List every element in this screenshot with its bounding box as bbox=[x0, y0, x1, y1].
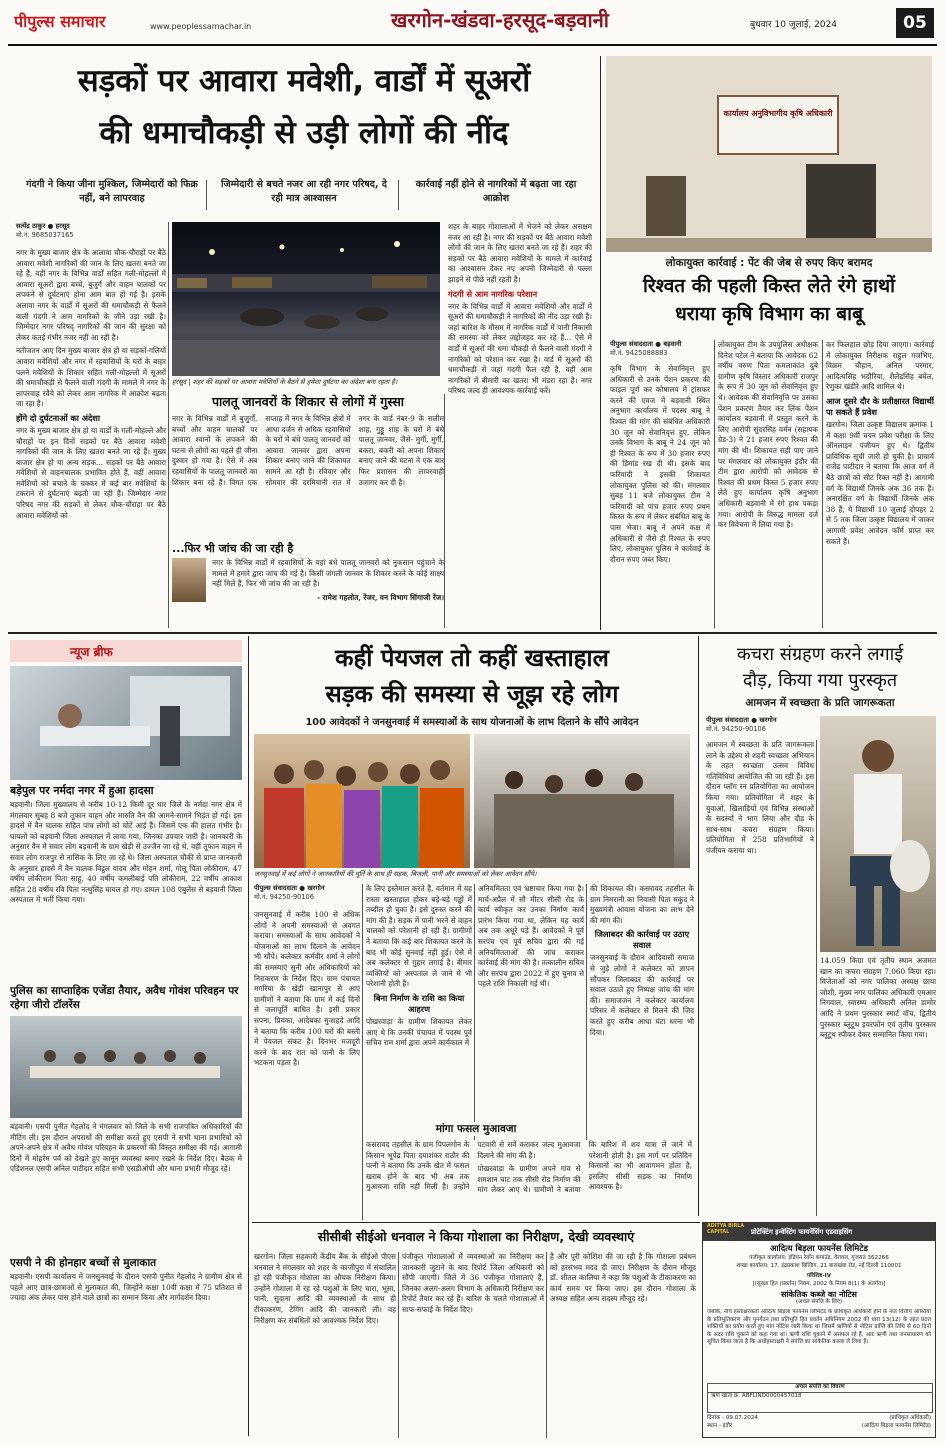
story1-byline: सत्येंद्र ठाकुर ● हरसूद मो.नं. 9685037165 bbox=[16, 222, 74, 239]
jansunwai-crowd-photo-1 bbox=[254, 734, 470, 868]
edition-date: बुधवार 10 जुलाई, 2024 bbox=[750, 20, 838, 30]
story3-column-3: अनियमितता एवं भ्रष्टाचार किया गया है। मार्च-अप्रैल में सौ मीटर सीसी रोड के कार्य स्वीकृत कर उनका निर्माण कार्य प्रारंभ किया गया था, लेकिन यह कार्य अब तक अधूरे पड़े हैं। आवेदकों ने पूर्व सरपंच एवं पूर्व सचिव द्वारा की गई अनियमितताओं की जांच कराकर कार्रवाई की मांग की है। तत्कालीन सचिव और सरपंच द्वारा 2022 में हुए चुनाव से पहले राशि निकाली गई थी। bbox=[478, 884, 584, 989]
agriculture-office-photo bbox=[606, 56, 932, 252]
story2-byline: पीपुल्स संवाददाता ● बड़वानी मो.नं. 9425088883 bbox=[610, 340, 682, 357]
brief-1-text: बड़वानी। जिला मुख्यालय से करीब 10-12 किमी दूर धार जिले के नर्मदा नगर क्षेत्र में मंगलवार सुबह 8 बजे तूफान वाहन और मारुति वैन की आमने-सामने भिड़ंत हो गई। इस हादसे में वैन चालक सहित पांच लोगों को चोटें आई हैं। जिसमें एक की हालत गंभीर है। घायलों को बड़वानी जिला अस्पताल में लाया गया, जिनका उपचार जारी है। जानकारी के अनुसार वैन में सवार लोग बड़वानी के ग्राम खेड़ी से उज्जैन जा रहे थे, वहीं तूफान वाहन में सवार लोग राजपुर से नासिक के लिए जा रहे थे। जिला अस्पताल चौकी से प्राप्त जानकारी के अनुसार हादसे में वैन चालक विट्ठल यादव और मोहन शर्मा, गोलू पिता लोकीराम, 47 वर्षीय लोकीराम पिता साहू, 40 वर्षीय कमलीबाई पति लोकीराम, 22 वर्षीय आकाश सहित 28 वर्षीय रवि पिता नत्थुसिंह घायल हो गए। डायल 108 एंबुलेंस से बड़वानी जिला अस्पताल में भर्ती किया गया। bbox=[10, 800, 242, 905]
story4-column-2: 14.059 किग्रा एवं तृतीय स्थान अजमत खान का कचरा संग्रहण 7.060 किग्रा रहा। विजेताओं को नगर पालिका अध्यक्ष छाया जोशी, मुख्य नगर पालिका अधिकारी एमआर निगवाल, स्वास्थ्य अधिकारी अनिल डामोर आदि ने प्रथम पुरस्कार स्मार्ट वॉच, द्वितीय पुरस्कार ब्लूटूथ इयरफोन एवं तृतीय पुरस्कार ब्लूटूथ स्पीकर देकर सम्मानित किया गया। bbox=[820, 956, 936, 1040]
story3-byline: पीपुल्स संवाददाता ● खरगोन मो.नं. 94250-90106 bbox=[254, 884, 325, 901]
ad-company-name: आदित्य बिड़ला फायनेंस लिमिटेड bbox=[769, 1243, 868, 1253]
ad-banner-text: प्रोटेक्टिंग इन्वेस्टिंग फायनेंसिंग एडवाइसिंग bbox=[751, 1228, 853, 1236]
story5-column-3: है और पूरी कोशिश की जा रही है कि गोशाला प्रबंधन को हरसंभव मदद दी जाए। निरीक्षण के दौरान मौजूद डॉ. शीतल कालिया ने कहा कि पशुओं के टीकाकरण का कार्य समय पर किया जाए। इस दौरान गोशाला के अध्यक्ष सहित अन्य सदस्य मौजूद रहे। bbox=[550, 1252, 696, 1304]
crop-compensation-subhead: मांगा फसल मुआवजा bbox=[366, 1122, 586, 1136]
ad-date: दिनांक - 09.07.2024 bbox=[707, 1415, 758, 1421]
brief-2-headline: पुलिस का साप्ताहिक एजेंडा तैयार, अवैध गोवंश परिवहन पर रहेगा जीरो टॉलरेंस bbox=[10, 985, 239, 1011]
ad-office-address: पंजीकृत कार्यालय: इंडियन रेयॉन कंपाउंड, वेरावल, गुजरात 362266 bbox=[749, 1255, 889, 1261]
story3-column-1: जनसुनवाई में करीब 100 से अधिक लोगों ने अपनी समस्याओं से अवगत कराया। समस्याओं के साथ आवेदकों ने योजनाओं का लाभ दिलाने के आवेदन भी सौंपे। कलेक्टर कर्मवीर शर्मा ने लोगों की समस्याएं सुनी और अधिकारियों को निराकरण के निर्देश दिए। ग्राम पंचायत मगरिया के खेड़ी खानापुर से आए ग्रामीणों ने बताया कि ग्राम में कई दिनों से जलापूर्ति बाधित है। इसी प्रकार सपना, प्रियंका, आदेबका मुजाहदे आदि ने बताया कि करीब 100 घरों की बस्ती में पेयजल संकट है। दिनभर मजदूरी करने के बाद रात को पानी के लिए भटकना पड़ता है। bbox=[254, 910, 360, 1068]
website-url[interactable]: www.peoplessamachar.in bbox=[150, 22, 252, 31]
story1-photo-caption: हरसूद | शहर की सड़कों पर आवारा मवेशियों के बैठने से हमेशा दुर्घटना का अंदेशा बना रहता है। bbox=[172, 378, 398, 386]
brief-3-text: बड़वानी। एसपी कार्यालय में जनसुनवाई के दौरान एसपी पुनीत गेहलोद ने ग्रामीण क्षेत्र से पहले आए छात्र-छात्राओं से मुलाकात की, जिन्होंने कक्षा 10वीं कक्षा में 75 प्रतिशत से ज्यादा अंक लेकर पास होने वाले छात्रों का सम्मान किया और मार्गदर्शन दिया। bbox=[10, 1272, 242, 1303]
accident-hospital-photo bbox=[10, 666, 242, 780]
story1-deck-3: कार्रवाई नहीं होने से नागरिकों में बढ़ता जा रहा आक्रोश bbox=[415, 179, 577, 204]
story1-night-street-photo bbox=[172, 222, 440, 376]
masthead bbox=[0, 0, 945, 44]
pets-headline: पालतू जानवरों के शिकार से लोगों में गुस्सा bbox=[211, 394, 405, 409]
story2-kicker: लोकायुक्त कार्रवाई : पेंट की जेब से रुपए किए बरामद bbox=[665, 257, 873, 269]
ad-branch-address: शाखा कार्यालय: 17, इंद्रप्रकाश बिल्डिंग, 21 बाराखंबा रोड, नई दिल्ली 110001 bbox=[736, 1263, 902, 1269]
story4-byline: पीपुल्स संवाददाता ● खरगोन मो.नं. 94250-90106 bbox=[706, 716, 777, 733]
story4-column-1: आमजन में स्वच्छता के प्रति जागरूकता लाने के उद्देश्य से शहरी स्वच्छता अभियान के तहत स्वच्छता उत्सव विविध गतिविधियां आयोजित की जा रही हैं। इस दौरान प्लॉग रन प्रतियोगिता का आयोजन किया गया। प्रतियोगिता में शहर के युवाओं, खिलाड़ियों एवं विभिन्न संस्थाओं के सदस्यों ने भाग लिया और दौड़ के साथ-साथ कचरा संग्रहण किया। प्रतियोगिता में 258 प्रतिभागियों ने पंजीयन कराया था। bbox=[706, 740, 814, 855]
crowd-graphic-1 bbox=[254, 734, 470, 868]
plog-run-participant-photo bbox=[820, 716, 936, 952]
story4-kicker: आमजन में स्वच्छता के प्रति जागरूकता bbox=[745, 697, 895, 709]
ad-appendix: परिशिष्ट-IV bbox=[806, 1273, 832, 1279]
story3-column-4: की शिकायत की। कसरावद तहसील के ग्राम निमरानी का निवासी पिता मकुंद ने मुख्यमंत्री आवास योजना का लाभ देने की मांग की। जिलाबदर की कार्रवाई पर उठाए सवाल जनसुनवाई के दौरान आदिवासी समाज से जुड़े लोगों ने कलेक्टर को ज्ञापन सौंपकर जिलाबदर की कार्रवाई पर सवाल उठाते हुए निष्पक्ष जांच की मांग की। समाजजन ने कलेक्टर कार्यालय परिसर में कलेक्टर से मिलने की जिद करते हुए करीब आधा घंटा धरना भी दिया। bbox=[590, 884, 694, 1037]
night-scene-graphic bbox=[172, 222, 440, 376]
story1-column-4: शहर के बाहर गोशालाओं में भेजने को लेकर असक्षम नजर आ रही है। नगर की सड़कों पर बैठे आवारा मवेशी लोगों की जान के लिए खतरा बनते जा रहे हैं। शहर की सड़कों पर बैठे आवारा मवेशियों के मामले में कार्रवाई का आश्वासन देकर नए अपनी जिम्मेदारी से पल्ला झाड़ने से पीछे नहीं रहती है। गंदगी से आम नागरिक परेशान नगर के विभिन्न वार्डों में आवारा मवेशियों और वार्डों में सूअरों की धमाचौकड़ी ने नागरिकों की नींद उड़ा रखी है। जहां बारिश के मौसम में नागरिक वार्डों में पानी निकासी की समस्या को लेकर जद्दोजहद कर रहे हैं... ऐसे में वार्डों में सूअरों की धमा चौकड़ी से फैलने वाली गंदगी ने नागरिकों को परेशान कर रखा है। वार्ड में सूअरों की धमाचौकड़ी से जहां गंदगी फैल रही है, वहीं आम नागरिकों में बीमारी का खतरा भी मंडरा रहा है। नगर परिषद जल्द ही आवश्यक कार्रवाई करें। bbox=[448, 222, 592, 396]
story2-column-1: कृषि विभाग के सेवानिवृत्त हुए अधिकारी से उनके पेंशन प्रकरण की फाइल पूर्ण कर कोषालय में ट्रांसफर करने की एवज में बड़वानी स्थित अनुभाग कार्यालय में पदस्थ बाबू ने रिश्वत की मांग की संबंधित अधिकारी 30 जून को सेवानिवृत्त हुए, लेकिन उनके विभाग के बाबू ने 24 जून को ही रिश्वत के रूप में 30 हजार रुपए की डिमांड रख दी थी। इसके बाद फरियादी ने इसकी शिकायत लोकायुक्त पुलिस को की। मंगलवार सुबह 11 बजे लोकायुक्त टीम ने फरियादी को पांच हजार रुपए प्रथम किस्त के रूप में लेकर संबंधित बाबू के पास भेजा। बाबू ने अपने कक्ष में अधिकारी से जैसे ही रिश्वत के रुपए लिए, लोकायुक्त पुलिस ने कार्रवाई के दौरान रुपए जब्त किए। bbox=[610, 364, 710, 564]
ad-brand-logo: ADITYA BIRLA CAPITAL bbox=[707, 1224, 745, 1235]
crowd-graphic-2 bbox=[474, 734, 690, 868]
office-building-graphic bbox=[606, 56, 932, 252]
inquiry-box: ...फिर भी जांच की जा रही है नगर के विभिन्न वार्डों में रहवासियों के यहां बंधे पालतू जानवरों को नुकसान पहुंचाने के मामले में हमारे द्वारा जांच की गई है। किसी जंगली जानवर के शिकार करने के कोई साक्ष्य नहीं मिले हैं, फिर भी जांच की जा रही है। - रामेश गहलोत, रेंजर, वन विभाग सिंगाजी रेंज। bbox=[172, 542, 444, 602]
brief-2-text: बड़वानी। एसपी पुनीत गेहलोद ने मंगलवार को जिले के सभी राजपत्रित अधिकारियों की मीटिंग ली। इस दौरान अपराधों की समीक्षा करते हुए एसपी ने सभी थाना प्रभारियों को अपने-अपने क्षेत्र में अवैध गोवंश परिवहन के प्रकरणों की विस्तृत समीक्षा की गई। आगामी दिनों में मोहर्रम पर्व को देखते हुए कानून व्यवस्था बनाए रखने के निर्देश दिए। बैठक में एडिशनल एसपी अनिल पाटीदार सहित सभी एसडीओपी और थाना प्रभारी मौजूद रहे। bbox=[10, 1122, 242, 1174]
brief-1-headline: बड़ेपुल पर नर्मदा नगर में हुआ हादसा bbox=[10, 784, 154, 797]
story3-photo-caption: जनसुनवाई में कई लोगों ने जानकारियों की पूर्ति के साथ ही सड़क, बिजली, पानी और समस्याओं को लेकर आवेदन सौंपे। bbox=[254, 870, 537, 878]
story5-column-2: पंजीकृत गोशालाओं में व्यवस्थाओं का निरीक्षण कर जानकारी जुटाने के बाद रिपोर्ट जिला अधिकारी को सौंपी जाएगी। जिले में 36 पंजीकृत गोशालाएं हैं, जिनका अलग-अलग विभाग के अधिकारी निरीक्षण कर रिपोर्ट तैयार कर रहे हैं। बारिश के चलते गोशालाओं में साफ-सफाई के निर्देश दिए। bbox=[402, 1252, 544, 1314]
story4-headline: कचरा संग्रहण करने लगाई दौड़, किया गया पुरस्कृत bbox=[736, 644, 904, 691]
ranger-portrait-photo bbox=[172, 558, 206, 602]
crop-compensation-text: कसरावद तहसील के ग्राम पिपलगोन के किसान भूपेंद्र पिता दयाशंकर राठौर की पत्नी ने बताया कि उनके खेत में फसल खराब होने के बाद भी अब तक मुआवजा राशि नहीं मिली है। उन्होंने पटवारी से सर्वे कराकर जल्द मुआवजा दिलाने की मांग की है। पोखरवाड़ा के ग्रामीण अपने गांव से शमशान घाट तक सीसी रोड निर्माण की मांग लेकर आए थे। ग्रामीणों ने बताया कि बारिश में शव यात्रा ले जाने में परेशानी होती है। इस मार्ग पर प्रतिदिन किसानों का भी आवागमन होता है, इसलिए सीसी सड़क का निर्माण आवश्यक है। bbox=[366, 1140, 692, 1240]
masthead-rule bbox=[8, 44, 937, 46]
jansunwai-crowd-photo-2 bbox=[474, 734, 690, 868]
story1-deck-2: जिम्मेदारी से बचते नजर आ रही नगर परिषद, दे रही मात्र आश्वासन bbox=[220, 179, 387, 204]
pets-story-text: नगर के विभिन्न वार्डों में बुजुर्गों, बच्चों और वाहन चालकों पर आवारा श्वानों के लपकने की घटना से लोगों का पहले ही जीना दुश्वार हो गया है। ऐसे में अब रहवासियों के पालतू जानवरों का शिकार बना रहे हैं। विगत एक सप्ताह में नगर के विभिन्न क्षेत्रों में आधा दर्जन से अधिक रहवासियों के घरों में बंधे पालतू जानवरों को आवारा जानवर द्वारा अपना शिकार बनाए जाने की शिकायत सामने आ रही है। रविवार और सोमवार की दरमियानी रात में नगर के वार्ड नंबर-9 के सलीम शाह, गुड्डू शाह के घरों में बंधे पालतू जानवर, जैसे- मुर्गी, मुर्गी, बकरा, बकरी को अपना शिकार बनाए जाने की घटना ने एक बार फिर प्रशासन की लापरवाही उजागर कर दी है। bbox=[172, 414, 444, 487]
aditya-birla-notice-ad bbox=[702, 1222, 936, 1438]
story1-deck-1: गंदगी ने किया जीना मुश्किल, जिम्मेदारों को फिक्र नहीं, बने लापरवाह bbox=[26, 179, 198, 204]
story1-headline: सड़कों पर आवारा मवेशी, वार्डों में सूअरों की धमाचौकड़ी से उड़ी लोगों की नींद bbox=[77, 63, 531, 151]
brief-3-headline: एसपी ने की होनहार बच्चों से मुलाकात bbox=[10, 1257, 157, 1269]
story5-column-1: खरगोन। जिला सहकारी केंद्रीय बैंक के सीईओ पीएस धनवाल ने मंगलवार को शहर के काजीपुरा में संचालित हो रही पंजीकृत गोशाला का औचक निरीक्षण किया। उन्होंने गोशाला में रह रहे पशुओं के लिए चारा, भूसा, पानी, सुदाना आदि की व्यवस्थाओं के साथ ही टीकाकरण, टेगिंग आदि की जानकारी ली। वह निरीक्षण कर संबंधितों को आवश्यक निर्देश दिए। bbox=[254, 1252, 396, 1325]
story5-headline: सीसीबी सीईओ धनवाल ने किया गोशाला का निरीक्षण, देखी व्यवस्थाएं bbox=[317, 1229, 635, 1244]
ad-notice-subtitle: (अचल संपत्ति के लिए) bbox=[795, 1299, 843, 1305]
page-number: 05 bbox=[896, 8, 934, 38]
story1-column-1: नगर के मुख्य बाजार क्षेत्र के आलावा चौक-चौराहों पर बैठे आवारा मवेशी नागरिकों की जान के लिए खतरा बनते जा रहे हैं, वहीं नगर के विभिन्न वार्डों सहित गली-मोहल्लों में आवारा सूअरों द्वारा बच्चे, बुजुर्ग और वाहन चालकों पर लपकने से दुर्घटनाएं होना आम बात हो गई है। इसके अलावा नगर के वार्डों में सूअरों की धमाचौकड़ी से फैलने वाली गंदगी ने आम नागरिकों के जीने उड़ा रखी है। जिम्मेदार नगर परिषद् नागरिकों की जान की सुरक्षा को लेकर कतई गंभीर नजर नहीं आ रही है। नतीजतन आए दिन मुख्य बाजार क्षेत्र हो या सड़कों-गलियों आवारा मवेशियों और नगर में रहवासियों के घरों के बाहर पलने मवेशियों के शिकार सहित गली-मोहल्लों में सूअरों की धमाचौकड़ी से फैलने वाली गंदगी के मामले में नगर के लापरवाह रवैये को लेकर आम नागरिक में आक्रोश बढ़ता जा रहा है। होंगे दो दुर्घटनाओं का अंदेशा नगर के मुख्य बाजार क्षेत्र हो या वार्डों के गली-मोहल्ले और चौराहों पर इन दिनों सड़कों पर बैठे आवारा मवेशी नागरिकों की जान के लिए खतरा बनते जा रहे हैं। मुख्य बाजार क्षेत्र हो या अन्य सड़क... सड़कों पर बैठे आवारा मवेशियों से वाहनचालक प्रभावित होते हैं, वहीं आवारा मवेशियों को बचाने के चक्कर में कई बार मवेशियों के टकराने से दुर्घटनाएं बढ़ती जा रही हैं। जिम्मेदार नगर परिषद नगर की सड़कों से लेकर चौक-चौराहा पर बैठे आवारा मवेशियों को bbox=[16, 248, 166, 520]
police-meeting-photo bbox=[10, 1016, 242, 1118]
hospital-scene-graphic bbox=[10, 666, 242, 780]
story3-headline: कहीं पेयजल तो कहीं खस्ताहाल सड़क की समस्या से जूझ रहे लोग bbox=[325, 644, 619, 708]
ad-rule-reference: [(सुरक्षा हित (प्रवर्तन) नियम, 2002 के नियम 8(1) के अंतर्गत)] bbox=[752, 1281, 886, 1287]
runner-graphic bbox=[820, 716, 936, 952]
story3-column-2: के लिए इस्तेमाल करते हैं, वर्तमान में यह रास्ता खस्ताहाल होकर बड़े-बड़े गड्ढों में तब्दील हो चुका है। इसे दुरुस्त करने की मांग की है। सड़क में पानी भरने से वाहन चालकों को परेशानी हो रही है। ग्रामीणों ने बताया कि कई बार शिकायत करने के बाद भी कोई सुनवाई नहीं हुई। ऐसे में अब कलेक्टर से गुहार लगाई है। बीमार व्यक्तियों को अस्पताल ले जाने में भी परेशानी होती है। बिना निर्माण के राशि का किया आहरण पोखरवाड़ा के ग्रामीण शिकायत लेकर आए थे कि उनकी पंचायत में पदस्थ पूर्व सचिव राम शर्मा द्वारा अपने कार्यकाल में bbox=[366, 884, 472, 1048]
ad-signatory-company: (आदित्य बिड़ला फायनेंस लिमिटेड) bbox=[861, 1423, 931, 1429]
newspaper-logo: पीपुल्स समाचार bbox=[14, 12, 106, 31]
ad-place: स्थान - इंदौर bbox=[707, 1423, 733, 1429]
story2-column-2: लोकायुक्त टीम के उपपुलिस अधीक्षक दिनेश पटेल ने बताया कि आवेदक 62 वर्षीय वरुण पिता कमलाकांत दुबे ग्रामीण कृषि विस्तार अधिकारी राजपुर के रूप में 30 जून को सेवानिवृत्त हुए थे। आवेदक की सेवानिवृत्ति पर उसका पेंशन प्रकरण तैयार कर लिंक पेंशन कार्यालय बड़वानी में प्रस्तुत करने के लिए आरोपी सुंदरसिंह वर्मन (सहायक ग्रेड-3) ने 21 हजार रुपए रिश्वत की मांग की थी। शिकायत सही पाए जाने पर मंगलवार को लोकायुक्त इंदौर की टीम द्वारा आरोपी को आवेदक से रिश्वत की प्रथम किस्त 5 हजार रुपए लेते हुए कार्यालय कृषि अनुभाग अधिकारी बड़वानी में रंगे हाथ पकड़ा गया। आरोपी के विरुद्ध मामला दर्ज कर विवेचना में लिया गया है। bbox=[718, 340, 818, 530]
ad-notice-body: जबकि, नीचे हस्ताक्षरकर्ता आदित्य बिड़ला फायनेंस लिमिटेड के प्राधिकृत अधिकारी होने के नाते वित्तीय आस्तियों के प्रतिभूतिकरण और पुनर्गठन तथा प्रतिभूति हित प्रवर्तन अधिनियम 2002 की धारा 13(12) के तहत प्रदत्त शक्तियों का प्रयोग करते हुए मांग नोटिस जारी किया था जिसमें ऋणियों से नोटिस प्राप्ति की तिथि से 60 दिनों के अंदर राशि चुकाने को कहा गया था। ऋणी राशि चुकाने में असफल रहे हैं, अतः ऋणी तथा जनसाधारण को सूचित किया जाता है कि अधोहस्ताक्षरी ने संपत्ति का सांकेतिक कब्जा ले लिया है। bbox=[707, 1309, 931, 1346]
news-brief-label: न्यूज ब्रीफ bbox=[10, 640, 242, 662]
ad-signatory: (प्राधिकृत अधिकारी) bbox=[889, 1415, 931, 1421]
story2-column-3: कर फिलहाल छोड़ दिया जाएगा। कार्रवाई में लोकायुक्त निरीक्षक राहुल गजभिए, विक्रम चौहान, अनिल परमार, आदित्यसिंह भदौरिया, शैलेंद्रसिंह बघेल, रेणुका खंडीरे आदि शामिल थे। आज दूसरे दौर के प्रतीक्षारत विद्यार्थी पा सकते हैं प्रवेश खरगोन। जिला उत्कृष्ट विद्यालय क्रमांक 1 में कक्षा 9वीं चयन प्रवेश परीक्षा के लिए ऑनलाइन पंजीयन हुए थे। द्वितीय प्राविधिक सूची जारी हो चुकी है। प्राचार्य राजेंद्र पाटीदार ने बताया कि आज वर्ग में बैठे छात्रों को सीट रिक्त नहीं है। आगामी वर्ग के विद्यार्थी जिनके अंक 36 तक हैं। अनारक्षित वर्ग के विद्यार्थी जिनके अंक 38 हैं, ये विद्यार्थी 10 जुलाई दोपहर 2 से 5 तक जिला उत्कृष्ट विद्यालय में जाकर आगामी प्रवेश आवेदन फॉर्म प्राप्त कर सकते हैं। bbox=[826, 340, 934, 546]
story2-headline: रिश्वत की पहली किस्त लेते रंगे हाथों धराया कृषि विभाग का बाबू bbox=[642, 275, 896, 325]
office-signboard-text: कार्यालय अनुविभागीय कृषि अधिकारी bbox=[723, 109, 833, 118]
ad-header-bar bbox=[703, 1223, 935, 1241]
story3-deck: 100 आवेदकों ने जनसुनवाई में समस्याओं के साथ योजनाओं के लाभ दिलाने के सौंपे आवेदन bbox=[305, 717, 639, 728]
ad-notice-title: सांकेतिक कब्जे का नोटिस bbox=[781, 1290, 857, 1299]
ad-property-table: अचल संपत्ति का विवरण ऋण खाता क्र. ABFLIND0000457018 bbox=[707, 1383, 933, 1413]
meeting-scene-graphic bbox=[10, 1016, 242, 1118]
section-title: खरगोन-खंडवा-हरसूद-बड़वानी bbox=[391, 8, 609, 32]
